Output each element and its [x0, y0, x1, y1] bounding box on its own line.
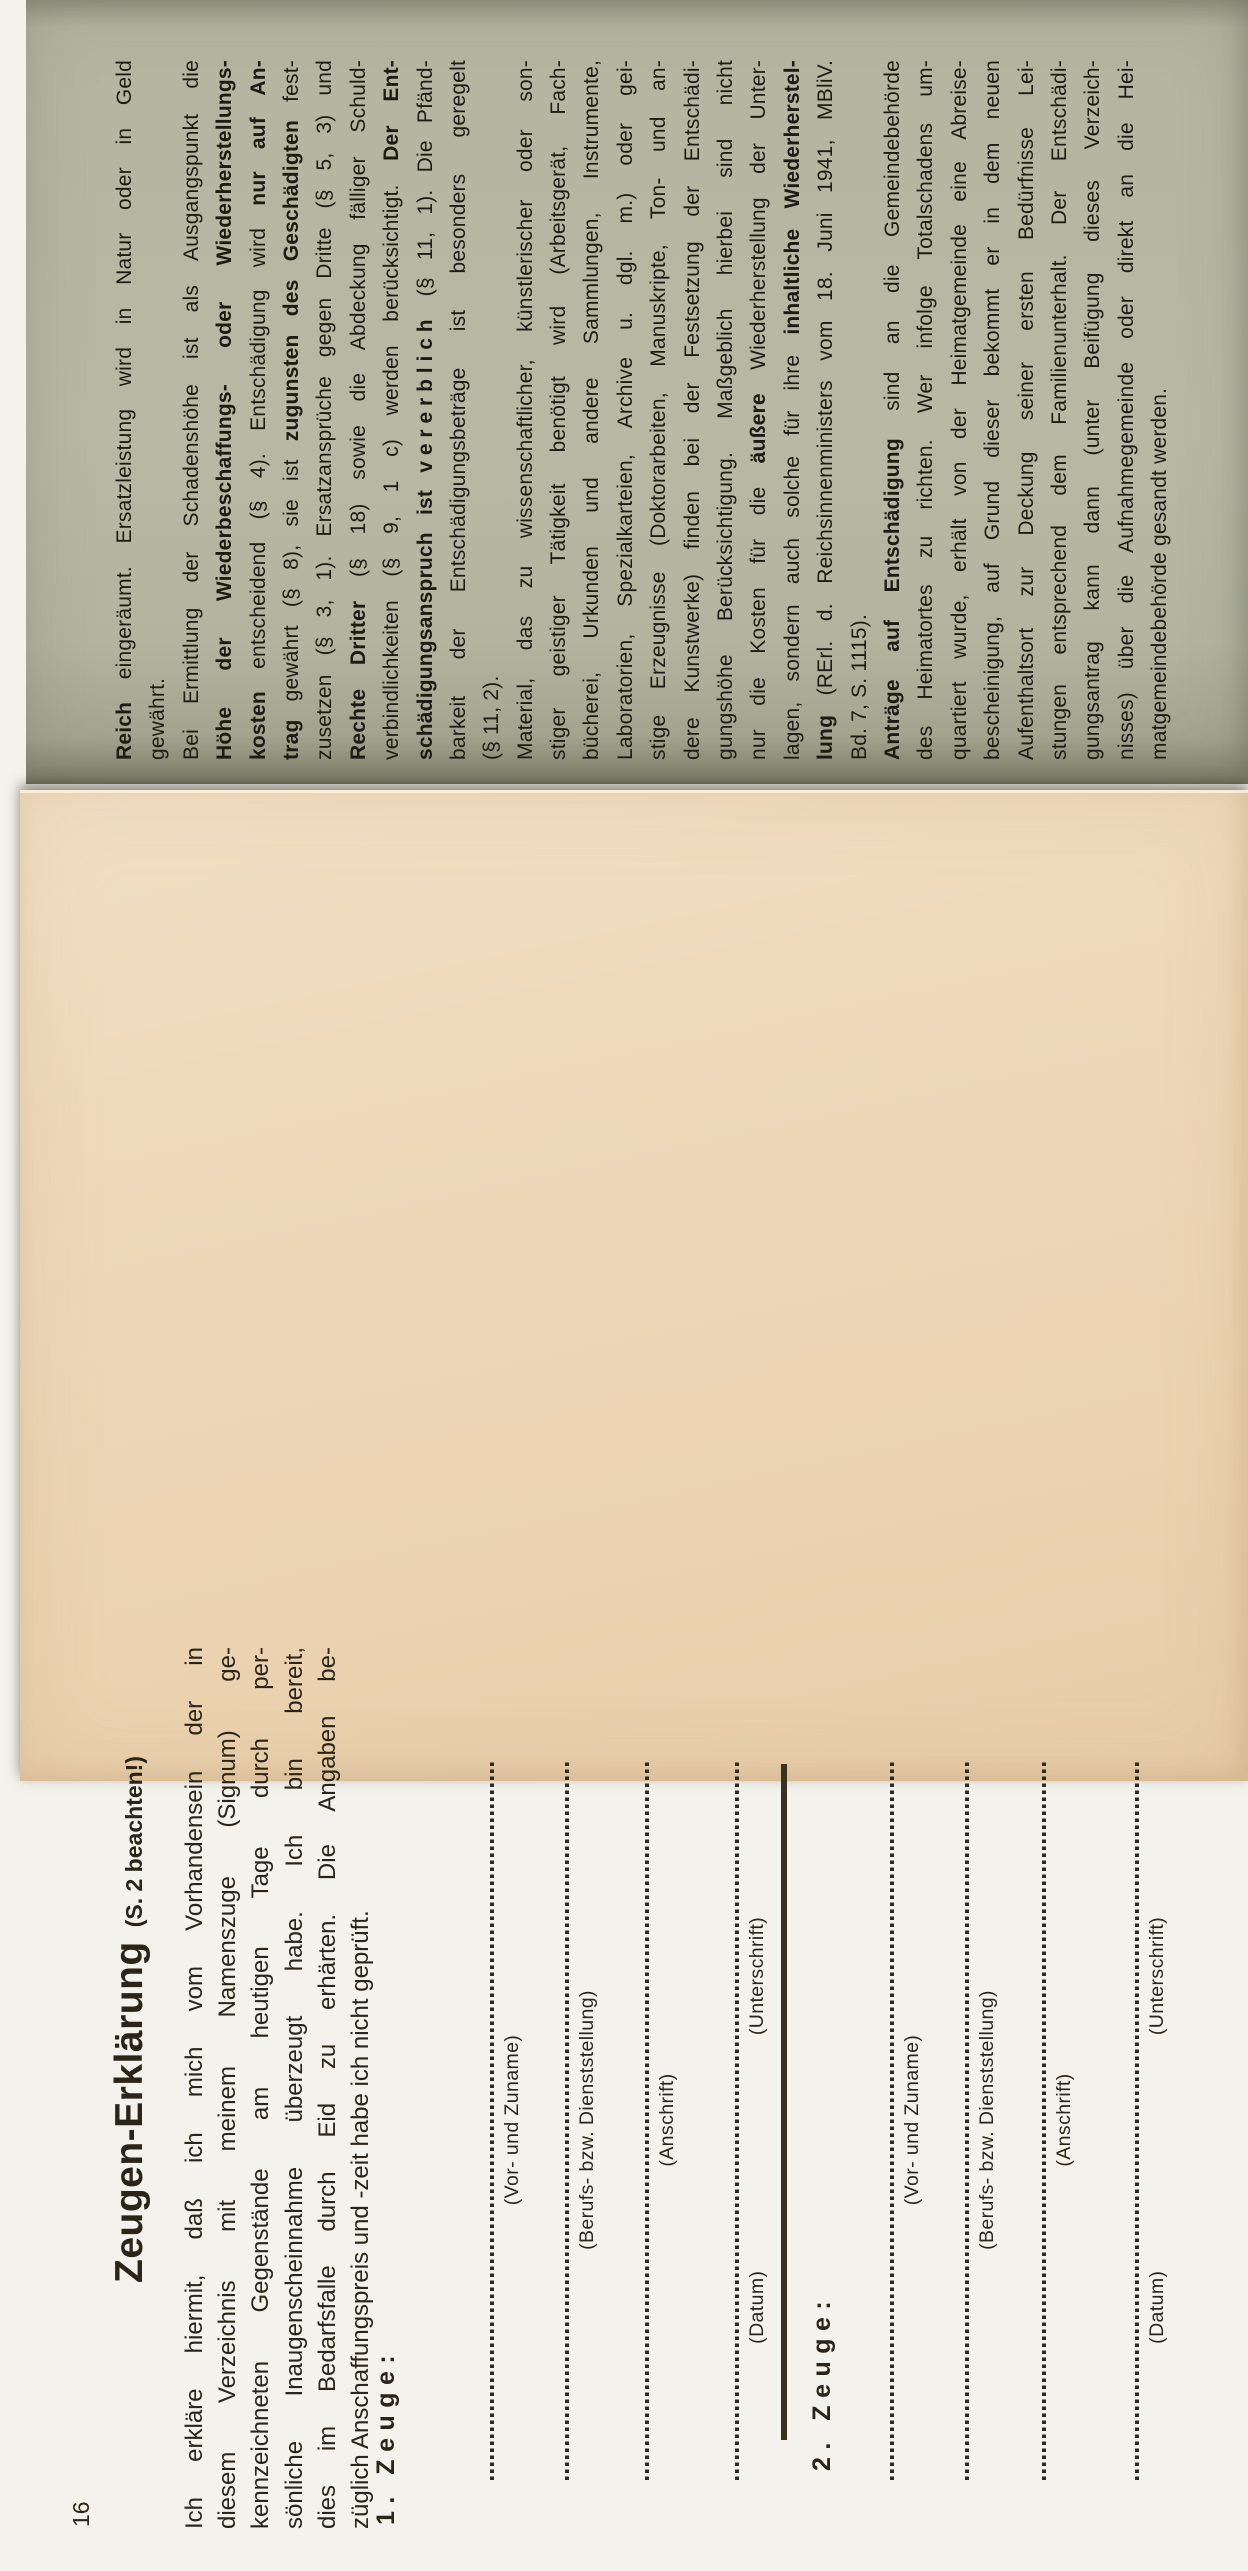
text-line: Material, das zu wissenschaftlicher, künstlerischer oder son-: [513, 60, 537, 760]
address-field-line: [1042, 1760, 1046, 2480]
text-line: bücherei, Urkunden und andere Sammlungen, Instrumente,: [580, 60, 604, 760]
text-line: Laboratorien, Spezialkarteien, Archive u. dgl. m.) oder gei-: [613, 60, 637, 760]
date-signature-labels: [1146, 1760, 1174, 2480]
text-line: Reich eingeräumt. Ersatzleistung wird in Natur oder in Geld: [113, 60, 136, 760]
signature-field-label: (Unterschrift): [746, 1916, 768, 2036]
text-line: stige Erzeugnisse (Doktorarbeiten, Manuskripte, Ton- und an-: [647, 60, 671, 760]
text-line: lung (RErl. d. Reichsinnenministers vom 18. Juni 1941, MBliV.: [814, 60, 838, 760]
text-line: Aufenthaltsort zur Deckung seiner ersten Bedürfnisse Lei-: [1014, 60, 1038, 760]
name-field-line: [490, 1760, 494, 2480]
text-line: Bd. 7, S. 1115).: [847, 613, 871, 760]
text-line: des Heimatortes zu richten. Wer infolge Totalschadens um-: [914, 60, 938, 760]
text-line: sönliche Inaugenscheinnahme überzeugt habe. Ich bin bereit,: [280, 1647, 308, 2529]
section-divider-rule: [781, 1764, 787, 2440]
text-line: dies im Bedarfsfalle durch Eid zu erhärten. Die Angaben be-: [313, 1647, 341, 2529]
text-line: nisses) über die Aufnahmegemeinde oder direkt an die Hei-: [1114, 60, 1138, 760]
position-field-label: (Berufs- bzw. Dienststellung): [976, 1990, 998, 2250]
date-signature-field-line: [735, 1760, 739, 2480]
position-field-label: (Berufs- bzw. Dienststellung): [576, 1990, 598, 2250]
text-line: Höhe der Wiederbeschaffungs- oder Wiederherstellungs-: [213, 60, 237, 760]
text-line: bescheinigung, auf Grund dieser bekommt er in dem neuen: [981, 60, 1005, 760]
text-line: diesem Verzeichnis mit meinem Namenszuge (Signum) ge-: [214, 1647, 242, 2529]
page-number: 16: [68, 2501, 94, 2527]
name-field-label: (Vor- und Zuname): [501, 2034, 523, 2206]
address-field-label: (Anschrift): [656, 2073, 678, 2167]
text-line: (§ 11, 2).: [480, 675, 504, 760]
witness-1-heading: 1. Zeuge:: [372, 2347, 400, 2525]
witness-1-name-row: [490, 1760, 524, 2480]
address-field-label: (Anschrift): [1053, 2073, 1075, 2167]
witness-2-position-row: [965, 1760, 999, 2480]
page-title: Zeugen-Erklärung: [108, 1941, 151, 2283]
text-line: zusetzen (§ 3, 1). Ersatzansprüche gegen Dritte (§ 5, 3) und: [313, 60, 337, 760]
address-field-line: [645, 1760, 649, 2480]
name-field-label: (Vor- und Zuname): [901, 2034, 923, 2206]
declaration-paragraph: [178, 1647, 377, 2529]
text-line: nur die Kosten für die äußere Wiederherstellung der Unter-: [747, 60, 771, 760]
booklet-page-green: [26, 0, 1248, 784]
text-line: schädigungsanspruch ist vererblich (§ 11, 1). Die Pfänd-: [413, 60, 437, 760]
text-line: Rechte Dritter (§ 18) sowie die Abdeckung fälliger Schuld-: [346, 60, 370, 760]
text-line: Anträge auf Entschädigung sind an die Gemeindebehörde: [880, 60, 904, 760]
witness-2-address-row: [1042, 1760, 1076, 2480]
text-line: gungsantrag kann dann (unter Beifügung dieses Verzeich-: [1081, 60, 1105, 760]
date-field-label: (Datum): [746, 2270, 768, 2344]
text-line: gungshöhe Berücksichtigung. Maßgeblich hierbei sind nicht: [714, 60, 738, 760]
heading-row: [108, 1578, 152, 2571]
signature-field-label: (Unterschrift): [1146, 1916, 1168, 2036]
witness-1-address-row: [645, 1760, 679, 2480]
text-line: gewährt.: [146, 677, 170, 760]
position-field-line: [965, 1760, 969, 2480]
cream-page-content: [54, 1578, 1248, 2571]
text-line: Bei Ermittlung der Schadenshöhe ist als Ausgangspunkt die: [179, 60, 203, 760]
text-line: kennzeichneten Gegenstände am heutigen Tage durch per-: [247, 1647, 275, 2529]
page-title-note: (S. 2 beachten!): [121, 1756, 147, 1928]
text-line: stiger geistiger Tätigkeit benötigt wird (Arbeitsgerät, Fach-: [547, 60, 571, 760]
name-field-line: [890, 1760, 894, 2480]
position-field-line: [565, 1760, 569, 2480]
date-field-label: (Datum): [1146, 2270, 1168, 2344]
text-line: züglich Anschaffungspreis und -zeit habe ich nicht geprüft.: [346, 1910, 374, 2529]
text-line: kosten entscheidend (§ 4). Entschädigung wird nur auf An-: [246, 60, 270, 760]
green-page-text-block: [108, 60, 1188, 760]
text-line: quartiert wurde, erhält von der Heimatgemeinde eine Abreise-: [947, 60, 971, 760]
text-line: lagen, sondern auch solche für ihre inhaltliche Wiederherstel-: [780, 60, 804, 760]
text-line: verbindlichkeiten (§ 9, 1 c) werden berücksichtigt. Der Ent-: [380, 59, 404, 760]
witness-2-name-row: [890, 1760, 924, 2480]
witness-2-date-signature-row: [1135, 1760, 1174, 2480]
date-signature-field-line: [1135, 1760, 1139, 2480]
text-line: barkeit der Entschädigungsbeträge ist besonders geregelt: [446, 60, 470, 760]
date-signature-labels: [746, 1760, 774, 2480]
text-line: stungen entsprechend dem Familienunterhalt. Der Entschädi-: [1047, 60, 1071, 760]
witness-1-position-row: [565, 1760, 599, 2480]
booklet-page-cream: [20, 790, 1248, 2529]
text-line: matgemeindebehörde gesandt werden.: [1148, 387, 1172, 760]
text-line: dere Kunstwerke) finden bei der Festsetzung der Entschädi-: [680, 60, 704, 760]
witness-1-date-signature-row: [735, 1760, 774, 2480]
witness-2-heading: 2. Zeuge:: [808, 2293, 836, 2471]
text-line: Ich erkläre hiermit, daß ich mich vom Vorhandensein der in: [181, 1647, 208, 2529]
text-line: trag gewährt (§ 8), sie ist zugunsten des Geschädigten fest-: [279, 60, 303, 760]
